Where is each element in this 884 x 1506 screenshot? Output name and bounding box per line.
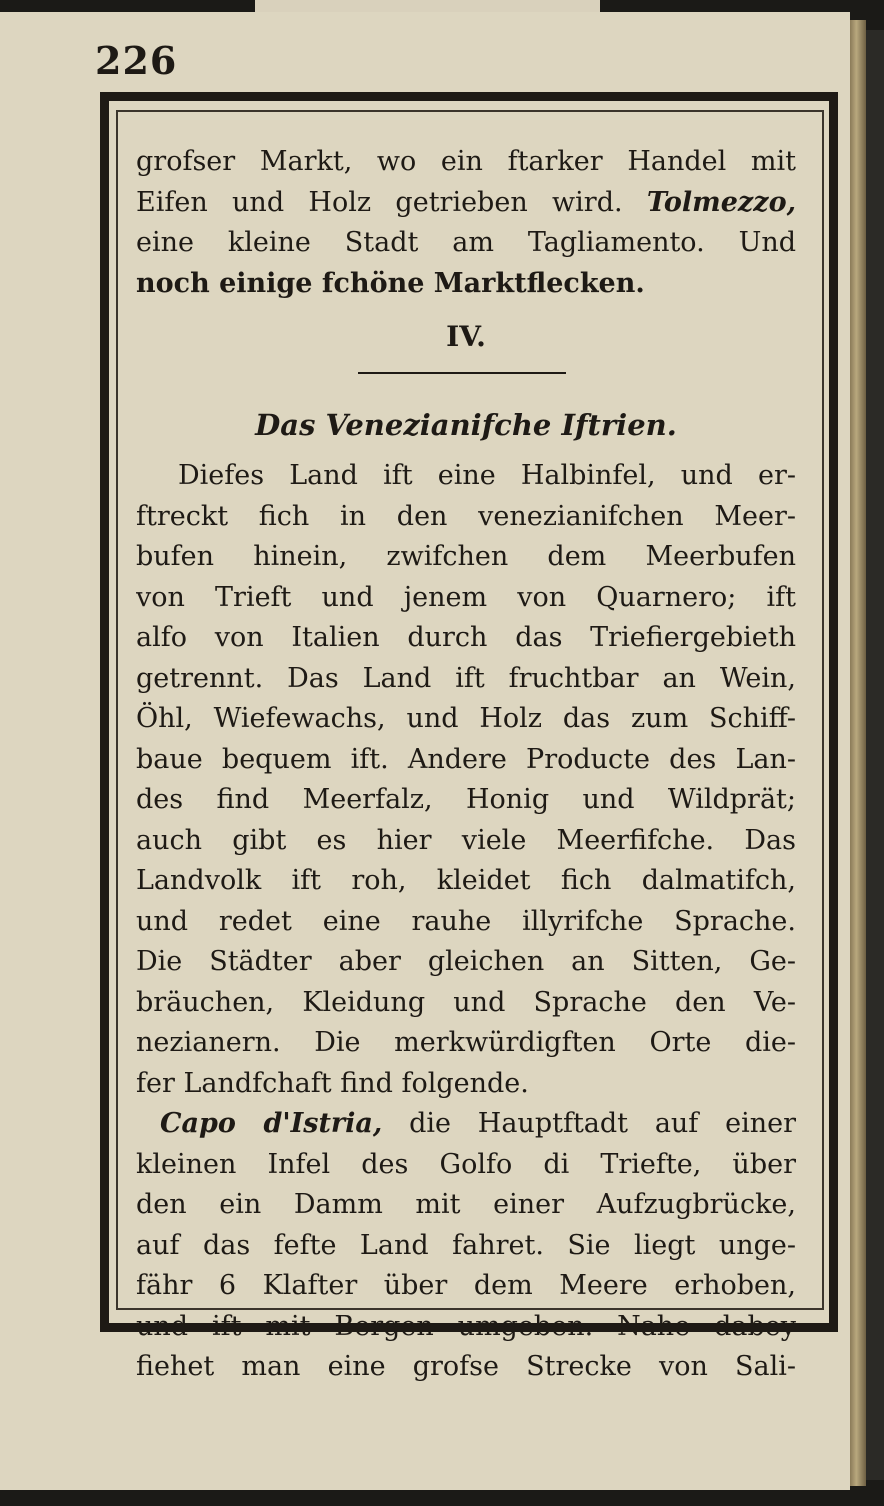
text-line: fähr 6 Klafter über dem Meere erhoben, [136, 1270, 796, 1301]
section-body [136, 456, 796, 1388]
text-line: fer Landfchaft find folgende. [136, 1067, 529, 1099]
text-line: von Trieft und jenem von Quarnero; ift [136, 581, 796, 613]
page-edge-right [850, 20, 866, 1486]
place-name-tolmezzo: Tolmezzo, [646, 186, 796, 218]
text-line: ftreckt fich in den venezianifchen Meer- [136, 500, 796, 532]
text-line: auch gibt es hier viele Meerfifche. Das [136, 824, 796, 856]
text-fragment: die Hauptftadt auf einer [382, 1108, 796, 1139]
text-line: grofser Markt, wo ein ftarker Handel mit [136, 146, 796, 177]
text-line: Die Städter aber gleichen an Sitten, Ge- [136, 946, 796, 977]
text-line: den ein Damm mit einer Aufzugbrücke, [136, 1189, 796, 1220]
text-line: baue bequem ift. Andere Producte des Lan- [136, 743, 796, 775]
text-line: nezianern. Die merkwürdigften Orte die- [136, 1027, 796, 1058]
text-line: eine kleine Stadt am Tagliamento. Und [136, 227, 796, 258]
section-title: Das Venezianifche Iftrien. [255, 408, 677, 442]
text-line: alfo von Italien durch das Triefiergebieth [136, 622, 796, 653]
text-line: noch einige fchöne Marktflecken. [136, 267, 645, 299]
text-fragment: Eifen und Holz getrieben wird. [136, 186, 647, 218]
text-line: des find Meerfalz, Honig und Wildprät; [136, 784, 796, 815]
text-line: fiehet man eine grofse Strecke von Sali- [136, 1351, 796, 1382]
text-line: Diefes Land ift eine Halbinfel, und er- [178, 460, 796, 491]
page-number: 226 [95, 38, 178, 83]
text-line [136, 1104, 796, 1145]
text-line: bräuchen, Kleidung und Sprache den Ve- [136, 986, 796, 1018]
text-line [136, 183, 796, 224]
text-line: und ift mit Bergen umgeben. Nahe dabey [136, 1310, 796, 1342]
text-line: Landvolk ift roh, kleidet fich dalmatifch, [136, 865, 796, 896]
section-divider [358, 372, 566, 374]
section-number: IV. [446, 320, 486, 353]
text-line: getrennt. Das Land ift fruchtbar an Wein, [136, 662, 796, 694]
text-line: kleinen Infel des Golfo di Triefte, über [136, 1148, 796, 1180]
text-line: Öhl, Wiefewachs, und Holz das zum Schiff- [136, 703, 796, 734]
text-line: und redet eine rauhe illyrifche Sprache. [136, 905, 796, 937]
place-name-capo-distria: Capo d'Istria, [160, 1108, 383, 1139]
intro-text [136, 142, 796, 304]
text-line: auf das fefte Land fahret. Sie liegt unge- [136, 1229, 796, 1261]
text-line: bufen hinein, zwifchen dem Meerbufen [136, 541, 796, 572]
scan-edge-right [866, 30, 884, 1480]
